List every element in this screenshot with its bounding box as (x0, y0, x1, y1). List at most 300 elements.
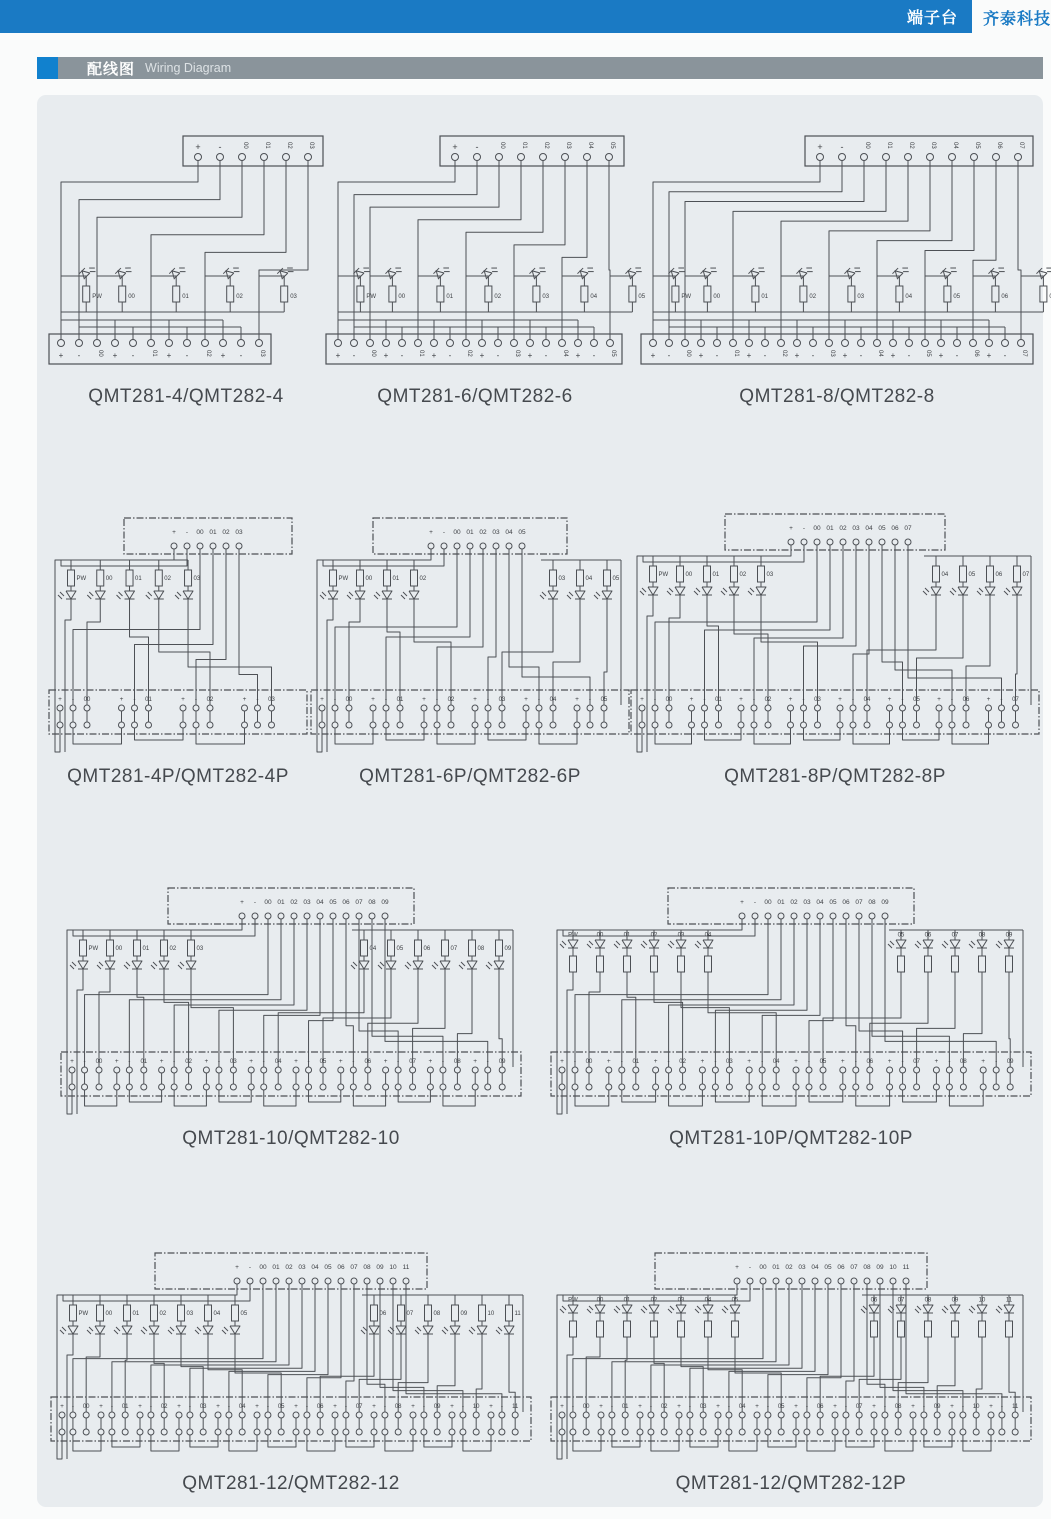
svg-text:-: - (500, 1403, 504, 1410)
svg-text:05: 05 (612, 576, 620, 582)
svg-text:+: + (220, 351, 226, 360)
svg-text:04: 04 (816, 899, 824, 906)
svg-text:00: 00 (813, 525, 821, 532)
svg-text:10: 10 (472, 1404, 480, 1410)
svg-text:+: + (181, 696, 185, 703)
diagram-caption: QMT281-8/QMT282-8 (739, 386, 935, 407)
svg-text:+: + (527, 351, 533, 360)
svg-text:02: 02 (236, 294, 243, 300)
svg-text:-: - (761, 1058, 764, 1065)
wiring-diagram-qmt281-10 (57, 882, 525, 1156)
svg-text:-: - (748, 1264, 752, 1271)
wiring-diagram-canvas (637, 130, 1037, 380)
svg-text:-: - (592, 351, 596, 360)
svg-text:-: - (1000, 1403, 1004, 1410)
svg-text:06: 06 (364, 1059, 372, 1065)
svg-text:-: - (653, 696, 657, 703)
svg-text:03: 03 (268, 697, 275, 703)
svg-text:+: + (452, 142, 458, 152)
svg-text:+: + (58, 351, 64, 360)
svg-text:PW: PW (338, 576, 349, 582)
wiring-diagram-canvas (322, 130, 646, 380)
svg-text:00: 00 (398, 294, 406, 300)
svg-text:09: 09 (933, 1404, 941, 1410)
svg-text:00: 00 (128, 294, 135, 300)
svg-text:04: 04 (213, 1311, 221, 1317)
svg-text:00: 00 (259, 1264, 267, 1271)
svg-text:-: - (714, 1058, 717, 1065)
svg-text:04: 04 (941, 572, 949, 578)
svg-text:-: - (588, 696, 592, 703)
diagram-caption: QMT281-6P/QMT282-6P (359, 766, 581, 787)
svg-text:01: 01 (623, 1297, 631, 1304)
svg-text:03: 03 (235, 529, 243, 536)
svg-text:-: - (262, 1058, 265, 1065)
svg-text:00: 00 (864, 142, 870, 149)
svg-text:-: - (649, 1403, 653, 1410)
svg-text:+: + (138, 1403, 142, 1410)
svg-text:+: + (195, 142, 201, 152)
svg-text:00: 00 (242, 142, 248, 149)
svg-text:06: 06 (423, 946, 431, 952)
svg-text:-: - (883, 1403, 887, 1410)
wiring-diagram-canvas (57, 882, 525, 1122)
svg-text:05: 05 (777, 1404, 785, 1410)
svg-text:08: 08 (924, 1297, 932, 1304)
svg-text:-: - (266, 1403, 270, 1410)
svg-text:02: 02 (286, 142, 292, 149)
wiring-diagram-canvas (627, 508, 1043, 760)
svg-text:03: 03 (259, 350, 265, 357)
svg-text:+: + (887, 1058, 892, 1065)
svg-text:+: + (638, 1403, 642, 1410)
svg-text:03: 03 (303, 899, 311, 906)
svg-text:06: 06 (379, 1311, 387, 1317)
svg-text:05: 05 (324, 1264, 332, 1271)
svg-text:-: - (763, 351, 767, 360)
svg-text:+: + (177, 1403, 181, 1410)
svg-text:PW: PW (92, 294, 102, 300)
svg-text:01: 01 (521, 142, 527, 149)
svg-text:06: 06 (973, 350, 979, 357)
svg-text:-: - (344, 1403, 348, 1410)
svg-text:02: 02 (650, 932, 658, 939)
svg-text:PW: PW (366, 294, 377, 300)
svg-text:01: 01 (418, 350, 424, 357)
svg-text:-: - (133, 696, 136, 703)
svg-text:+: + (575, 351, 581, 360)
svg-text:07: 07 (913, 1059, 920, 1065)
svg-text:+: + (489, 1403, 493, 1410)
svg-text:03: 03 (193, 576, 201, 582)
svg-text:05: 05 (913, 697, 920, 703)
svg-text:04: 04 (562, 350, 568, 357)
svg-text:04: 04 (311, 1264, 319, 1271)
svg-text:-: - (948, 1058, 951, 1065)
svg-text:08: 08 (477, 946, 485, 952)
svg-text:+: + (740, 899, 744, 906)
svg-text:-: - (573, 1058, 577, 1065)
svg-text:+: + (735, 1264, 739, 1271)
svg-text:+: + (887, 696, 892, 703)
svg-text:-: - (620, 1058, 623, 1065)
svg-text:00: 00 (453, 529, 461, 536)
svg-text:+: + (204, 1058, 209, 1065)
svg-text:+: + (294, 1058, 298, 1065)
svg-text:+: + (70, 1058, 74, 1065)
svg-text:-: - (961, 1403, 965, 1410)
svg-text:02: 02 (169, 946, 177, 952)
svg-text:+: + (112, 351, 118, 360)
svg-text:03: 03 (677, 1297, 685, 1304)
svg-text:-: - (715, 351, 719, 360)
svg-text:05: 05 (277, 1404, 285, 1410)
svg-text:09: 09 (381, 899, 389, 906)
section-header (37, 57, 1043, 79)
svg-text:+: + (981, 1058, 986, 1065)
svg-text:+: + (575, 696, 579, 703)
svg-text:00: 00 (759, 1264, 767, 1271)
svg-text:11: 11 (402, 1264, 410, 1271)
svg-text:-: - (802, 525, 806, 532)
section-title-en: Wiring Diagram (145, 61, 232, 75)
svg-text:-: - (950, 696, 954, 703)
svg-text:08: 08 (978, 932, 986, 939)
svg-text:+: + (119, 696, 124, 703)
svg-text:02: 02 (222, 529, 230, 536)
svg-text:03: 03 (726, 1059, 733, 1065)
svg-text:+: + (599, 1403, 603, 1410)
svg-text:00: 00 (764, 899, 772, 906)
svg-text:+: + (700, 1058, 705, 1065)
svg-text:03: 03 (798, 1264, 806, 1271)
svg-text:11: 11 (512, 1404, 519, 1410)
svg-text:11: 11 (902, 1264, 910, 1271)
svg-text:04: 04 (316, 899, 324, 906)
svg-text:04: 04 (549, 697, 557, 703)
svg-text:02: 02 (650, 1297, 658, 1304)
svg-text:08: 08 (894, 1404, 902, 1410)
svg-text:03: 03 (542, 294, 550, 300)
svg-text:09: 09 (433, 1404, 441, 1410)
svg-text:-: - (1003, 351, 1007, 360)
svg-text:00: 00 (370, 350, 376, 357)
svg-text:+: + (789, 525, 793, 532)
wiring-diagram-canvas (47, 1247, 535, 1467)
svg-text:03: 03 (308, 142, 314, 149)
svg-text:00: 00 (105, 1311, 113, 1317)
svg-text:+: + (335, 351, 341, 360)
svg-text:04: 04 (369, 946, 377, 952)
svg-text:07: 07 (355, 1404, 363, 1410)
svg-text:02: 02 (839, 525, 847, 532)
svg-text:07: 07 (855, 899, 863, 906)
svg-text:-: - (475, 142, 479, 152)
svg-text:07: 07 (350, 1264, 358, 1271)
svg-text:05: 05 (329, 899, 337, 906)
svg-text:02: 02 (419, 576, 427, 582)
svg-text:07: 07 (1021, 350, 1027, 357)
svg-text:+: + (235, 1264, 239, 1271)
svg-text:-: - (688, 1403, 692, 1410)
svg-text:+: + (294, 1403, 298, 1410)
svg-text:+: + (986, 351, 992, 360)
svg-text:05: 05 (829, 899, 837, 906)
svg-text:-: - (811, 351, 815, 360)
svg-text:+: + (560, 1058, 564, 1065)
svg-text:03: 03 (298, 1264, 306, 1271)
svg-text:03: 03 (186, 1311, 194, 1317)
svg-text:07: 07 (450, 946, 458, 952)
svg-text:+: + (429, 529, 433, 536)
svg-text:00: 00 (596, 1297, 604, 1304)
svg-text:+: + (950, 1403, 954, 1410)
svg-text:+: + (677, 1403, 681, 1410)
svg-text:05: 05 (897, 932, 905, 939)
svg-text:-: - (256, 696, 259, 703)
svg-text:-: - (441, 1058, 445, 1065)
svg-text:+: + (216, 1403, 220, 1410)
terminal-block-badge: 端子台 (906, 10, 958, 27)
svg-text:-: - (333, 696, 337, 703)
diagram-caption: QMT281-10P/QMT282-10P (669, 1128, 913, 1149)
svg-text:-: - (77, 351, 81, 360)
svg-text:07: 07 (855, 1404, 863, 1410)
svg-text:+: + (383, 1058, 388, 1065)
svg-text:00: 00 (582, 1404, 590, 1410)
svg-text:+: + (255, 1403, 259, 1410)
wiring-diagram-qmt281-12 (47, 1247, 535, 1501)
svg-text:01: 01 (715, 697, 722, 703)
wiring-diagram-canvas (547, 1247, 1035, 1467)
svg-text:05: 05 (731, 1297, 739, 1304)
svg-text:-: - (840, 142, 844, 152)
svg-text:05: 05 (240, 1311, 248, 1317)
svg-text:+: + (794, 351, 800, 360)
svg-text:04: 04 (704, 932, 712, 939)
svg-text:00: 00 (105, 576, 113, 582)
svg-text:-: - (217, 1058, 221, 1065)
svg-text:06: 06 (870, 1297, 878, 1304)
svg-text:07: 07 (355, 899, 363, 906)
svg-text:09: 09 (460, 1311, 468, 1317)
svg-text:-: - (384, 696, 388, 703)
svg-text:02: 02 (790, 899, 798, 906)
svg-text:09: 09 (881, 899, 889, 906)
wiring-diagram-canvas (307, 512, 633, 760)
svg-text:-: - (128, 1058, 131, 1065)
brand-name: 齐泰科技 (983, 11, 1051, 28)
svg-text:+: + (372, 1403, 376, 1410)
svg-text:00: 00 (83, 697, 91, 703)
svg-text:-: - (544, 351, 548, 360)
wiring-diagram-canvas (45, 130, 327, 380)
svg-text:09: 09 (876, 1264, 884, 1271)
svg-text:-: - (907, 351, 911, 360)
svg-text:-: - (227, 1403, 231, 1410)
svg-text:06: 06 (337, 1264, 345, 1271)
svg-text:09: 09 (1005, 932, 1013, 939)
wiring-diagram-qmt281-6p (307, 512, 633, 794)
svg-text:05: 05 (819, 1059, 827, 1065)
svg-text:04: 04 (863, 697, 871, 703)
svg-text:01: 01 (446, 294, 454, 300)
svg-text:01: 01 (209, 529, 217, 536)
svg-text:00: 00 (499, 142, 505, 149)
svg-text:+: + (422, 696, 426, 703)
svg-text:06: 06 (995, 572, 1003, 578)
svg-text:02: 02 (466, 350, 472, 357)
svg-text:01: 01 (145, 697, 152, 703)
svg-text:+: + (746, 351, 752, 360)
svg-text:01: 01 (733, 350, 739, 357)
svg-text:+: + (934, 1058, 939, 1065)
svg-text:-: - (805, 1403, 809, 1410)
svg-text:01: 01 (392, 576, 400, 582)
svg-text:05: 05 (600, 697, 608, 703)
diagram-caption: QMT281-12/QMT282-12P (675, 1473, 907, 1494)
svg-text:+: + (788, 696, 793, 703)
svg-text:+: + (166, 351, 172, 360)
svg-text:+: + (689, 696, 694, 703)
svg-text:-: - (422, 1403, 426, 1410)
svg-text:-: - (667, 1058, 670, 1065)
svg-text:04: 04 (811, 1264, 819, 1271)
svg-text:02: 02 (447, 697, 455, 703)
svg-text:03: 03 (852, 525, 860, 532)
svg-text:-: - (854, 1058, 857, 1065)
svg-text:-: - (400, 351, 404, 360)
svg-text:+: + (890, 351, 896, 360)
svg-text:-: - (188, 1403, 192, 1410)
svg-text:03: 03 (677, 932, 685, 939)
svg-text:00: 00 (665, 697, 673, 703)
svg-text:02: 02 (479, 529, 487, 536)
svg-text:-: - (83, 1058, 86, 1065)
svg-text:05: 05 (878, 525, 886, 532)
svg-text:-: - (185, 529, 189, 536)
svg-text:-: - (752, 696, 756, 703)
svg-text:08: 08 (363, 1264, 371, 1271)
svg-text:01: 01 (886, 142, 892, 149)
svg-text:05: 05 (396, 946, 404, 952)
svg-text:-: - (995, 1058, 998, 1065)
svg-text:04: 04 (590, 294, 598, 300)
svg-text:03: 03 (230, 1059, 237, 1065)
svg-text:00: 00 (82, 1404, 90, 1410)
svg-text:02: 02 (185, 1059, 192, 1065)
svg-text:-: - (352, 1058, 355, 1065)
svg-text:09: 09 (951, 1297, 959, 1304)
svg-text:01: 01 (826, 525, 834, 532)
svg-text:+: + (755, 1403, 759, 1410)
svg-text:+: + (473, 1058, 478, 1065)
svg-text:+: + (747, 1058, 752, 1065)
svg-text:02: 02 (164, 576, 171, 582)
svg-text:-: - (537, 696, 541, 703)
svg-text:-: - (173, 1058, 176, 1065)
svg-text:02: 02 (494, 294, 502, 300)
svg-text:05: 05 (518, 529, 526, 536)
svg-text:05: 05 (953, 294, 961, 300)
svg-text:-: - (1000, 696, 1003, 703)
svg-text:-: - (802, 696, 805, 703)
svg-text:00: 00 (685, 350, 691, 357)
svg-text:07: 07 (904, 525, 912, 532)
wiring-diagram-qmt281-8 (637, 130, 1037, 414)
svg-text:+: + (911, 1403, 915, 1410)
svg-text:10: 10 (389, 1264, 397, 1271)
svg-text:07: 07 (409, 1059, 416, 1065)
svg-text:+: + (650, 351, 656, 360)
svg-text:+: + (653, 1058, 658, 1065)
svg-text:07: 07 (850, 1264, 858, 1271)
svg-text:04: 04 (772, 1059, 780, 1065)
svg-text:+: + (249, 1058, 254, 1065)
svg-text:03: 03 (930, 142, 936, 149)
svg-text:00: 00 (196, 529, 204, 536)
wiring-diagram-qmt281-8p (627, 508, 1043, 794)
svg-text:+: + (58, 696, 62, 703)
svg-text:-: - (352, 351, 356, 360)
svg-text:02: 02 (908, 142, 914, 149)
svg-text:06: 06 (316, 1404, 324, 1410)
wiring-diagram-qmt281-12p (547, 1247, 1035, 1501)
svg-text:-: - (703, 696, 706, 703)
svg-text:07: 07 (1012, 697, 1019, 703)
svg-text:01: 01 (466, 529, 474, 536)
svg-text:03: 03 (199, 1404, 207, 1410)
svg-text:-: - (922, 1403, 926, 1410)
svg-text:09: 09 (504, 946, 512, 952)
svg-text:03: 03 (803, 899, 811, 906)
diagram-caption: QMT281-4/QMT282-4 (88, 386, 284, 407)
wiring-diagram-qmt281-4p (45, 512, 311, 794)
svg-text:04: 04 (274, 1059, 282, 1065)
svg-text:06: 06 (342, 899, 350, 906)
svg-text:+: + (450, 1403, 454, 1410)
svg-text:00: 00 (97, 350, 103, 357)
svg-text:03: 03 (565, 142, 571, 149)
svg-text:03: 03 (558, 576, 566, 582)
diagram-caption: QMT281-8P/QMT282-8P (724, 766, 946, 787)
svg-text:06: 06 (962, 697, 970, 703)
svg-text:01: 01 (761, 294, 769, 300)
svg-text:-: - (383, 1403, 387, 1410)
svg-text:+: + (817, 142, 823, 152)
svg-text:10: 10 (889, 1264, 897, 1271)
svg-text:+: + (242, 696, 247, 703)
svg-text:-: - (461, 1403, 465, 1410)
svg-text:00: 00 (585, 1059, 593, 1065)
svg-text:01: 01 (140, 1059, 148, 1065)
svg-text:02: 02 (285, 1264, 293, 1271)
svg-text:04: 04 (587, 142, 593, 149)
svg-text:02: 02 (159, 1311, 167, 1317)
svg-text:08: 08 (454, 1059, 461, 1065)
svg-text:+: + (739, 696, 743, 703)
svg-text:+: + (560, 1403, 564, 1410)
svg-text:+: + (338, 1058, 343, 1065)
svg-text:-: - (71, 696, 75, 703)
svg-text:+: + (698, 351, 704, 360)
svg-text:+: + (986, 696, 991, 703)
svg-text:+: + (60, 1403, 64, 1410)
svg-text:-: - (667, 351, 671, 360)
svg-text:05: 05 (974, 142, 980, 149)
svg-text:06: 06 (816, 1404, 824, 1410)
svg-text:04: 04 (952, 142, 958, 149)
